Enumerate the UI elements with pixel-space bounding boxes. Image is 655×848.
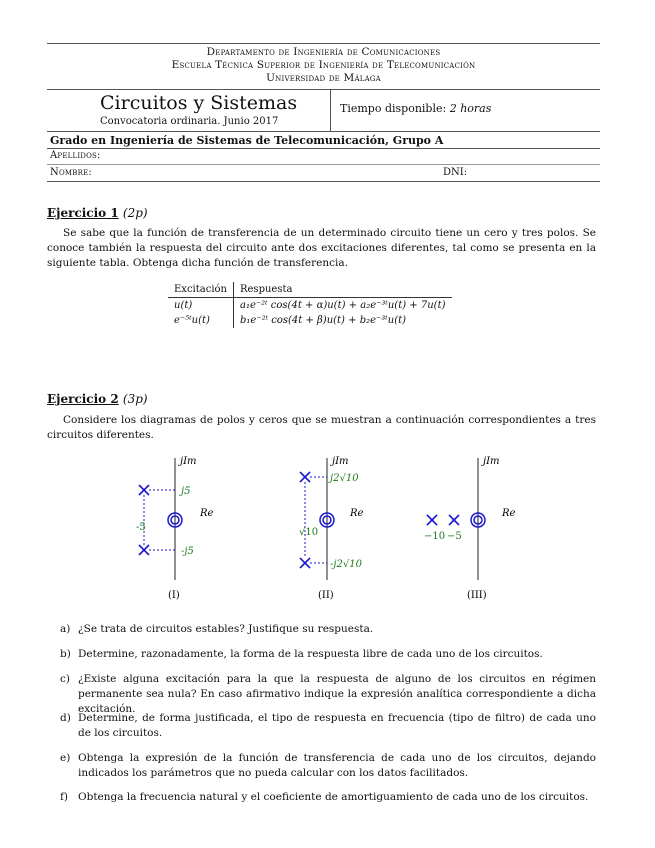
diagram-1-lower-label: -j5 xyxy=(181,546,194,557)
diagram-2-im-label: jIm xyxy=(332,456,349,467)
diagram-3-p1-label: −10 xyxy=(424,531,446,542)
diagram-2 xyxy=(299,456,364,601)
exercise1-points: (2p) xyxy=(122,206,148,220)
question-label: b) xyxy=(60,648,71,660)
diagram-1 xyxy=(136,456,214,601)
title-box-rule-3 xyxy=(47,148,600,149)
school-name: Escuela Técnica Superior de Ingeniería de Telecomunicación xyxy=(171,59,476,71)
diagram-1-upper-label: j5 xyxy=(181,486,191,497)
diagram-3-im-label: jIm xyxy=(483,456,500,467)
question-label: f) xyxy=(60,791,68,803)
table-cell-excitation: u(t) xyxy=(168,298,233,314)
question-text: ¿Existe alguna excitación para la que la respuesta de alguno de los circuitos en régimen permanente sea nula? En caso afirmativo indique la expresión analítica correspondiente a dicha excitación. xyxy=(78,673,596,715)
question-text: Determine, razonadamente, la forma de la respuesta libre de cada uno de los circuitos. xyxy=(78,648,543,660)
question-label: d) xyxy=(60,712,71,724)
diagram-1-pole-upper xyxy=(139,485,149,495)
dni-label: DNI: xyxy=(443,167,468,178)
response-table xyxy=(168,282,452,328)
table-header-response: Respuesta xyxy=(233,282,451,298)
diagram-3 xyxy=(424,456,516,601)
time-available xyxy=(340,102,491,115)
diagram-2-lower-label: -j2√10 xyxy=(330,559,362,570)
diagram-1-left-label: -5 xyxy=(136,522,146,533)
question-label: e) xyxy=(60,752,71,764)
question-label: c) xyxy=(60,673,70,685)
table-header-row xyxy=(168,282,452,298)
title-box-divider xyxy=(330,89,331,131)
diagram-1-re-label: Re xyxy=(200,508,214,519)
diagram-3-pole-2 xyxy=(449,515,459,525)
table-cell-excitation: e⁻⁵ᵗu(t) xyxy=(168,313,233,328)
diagram-1-pole-lower xyxy=(139,545,149,555)
diagram-2-re-label: Re xyxy=(350,508,364,519)
diagram-2-left-label: √10 xyxy=(299,527,319,538)
university-name: Universidad de Málaga xyxy=(266,72,381,84)
title-box-rule-2 xyxy=(47,131,600,132)
question-label: a) xyxy=(60,623,71,635)
table-row xyxy=(168,298,452,314)
question-d xyxy=(60,711,596,741)
diagram-2-caption: (II) xyxy=(318,590,334,601)
degree-line: Grado en Ingeniería de Sistemas de Telecomunicación, Grupo A xyxy=(50,134,444,147)
diagram-3-p2-label: −5 xyxy=(447,531,462,542)
exercise1-text: Se sabe que la función de transferencia de un determinado circuito tiene un cero y tres polos. Se conoce también la respuesta del circuito ante dos excitaciones diferentes, tal como se presenta en la siguiente tabla. Obtenga dicha función de transferencia. xyxy=(47,227,596,269)
diagram-1-im-label: jIm xyxy=(180,456,197,467)
question-f xyxy=(60,790,596,805)
pole-zero-diagrams xyxy=(0,450,655,605)
question-b xyxy=(60,647,596,662)
table-header-excitation: Excitación xyxy=(168,282,233,298)
table-row xyxy=(168,313,452,328)
question-text: ¿Se trata de circuitos estables? Justifique su respuesta. xyxy=(78,623,374,635)
surname-label: Apellidos: xyxy=(50,150,101,161)
table-cell-response: a₁e⁻²ᵗ cos(4t + α)u(t) + a₂e⁻³ᵗu(t) + 7u(t) xyxy=(239,300,446,311)
exercise1-title: Ejercicio 1 xyxy=(47,206,119,220)
course-title: Circuitos y Sistemas xyxy=(100,92,298,114)
exercise2-heading xyxy=(47,392,148,406)
time-value: 2 horas xyxy=(449,102,492,115)
question-text: Determine, de forma justificada, el tipo de respuesta en frecuencia (tipo de filtro) de cada uno de los circuitos. xyxy=(78,712,596,739)
diagram-3-re-label: Re xyxy=(502,508,516,519)
header-top-rule xyxy=(47,43,600,44)
time-label: Tiempo disponible: xyxy=(340,102,447,115)
table-cell-response: b₁e⁻²ᵗ cos(4t + β)u(t) + b₂e⁻³ᵗu(t) xyxy=(239,315,407,326)
diagram-3-pole-1 xyxy=(427,515,437,525)
diagram-2-pole-lower xyxy=(300,558,310,568)
exam-session: Convocatoria ordinaria. Junio 2017 xyxy=(100,116,279,127)
diagram-1-caption: (I) xyxy=(168,590,180,601)
diagram-2-pole-upper xyxy=(300,472,310,482)
question-a xyxy=(60,622,596,637)
diagram-3-caption: (III) xyxy=(467,590,487,601)
department-name: Departamento de Ingeniería de Comunicaciones xyxy=(206,46,441,58)
name-label: Nombre: xyxy=(50,167,92,178)
title-box-rule-4 xyxy=(47,164,600,165)
exercise2-text: Considere los diagramas de polos y ceros que se muestran a continuación correspondientes a tres circuitos diferentes. xyxy=(47,414,596,441)
exercise2-points: (3p) xyxy=(122,392,148,406)
diagram-2-upper-label: j2√10 xyxy=(330,473,359,484)
exercise2-title: Ejercicio 2 xyxy=(47,392,119,406)
question-e xyxy=(60,751,596,781)
question-text: Obtenga la frecuencia natural y el coeficiente de amortiguamiento de cada uno de los circuitos. xyxy=(78,791,589,803)
title-box-top-rule xyxy=(47,89,600,90)
exercise1-heading xyxy=(47,206,148,220)
question-text: Obtenga la expresión de la función de transferencia de cada uno de los circuitos, dejando indicados los parámetros que no pueda calcular con los datos facilitados. xyxy=(78,752,596,779)
title-box-bottom-rule xyxy=(47,181,600,182)
